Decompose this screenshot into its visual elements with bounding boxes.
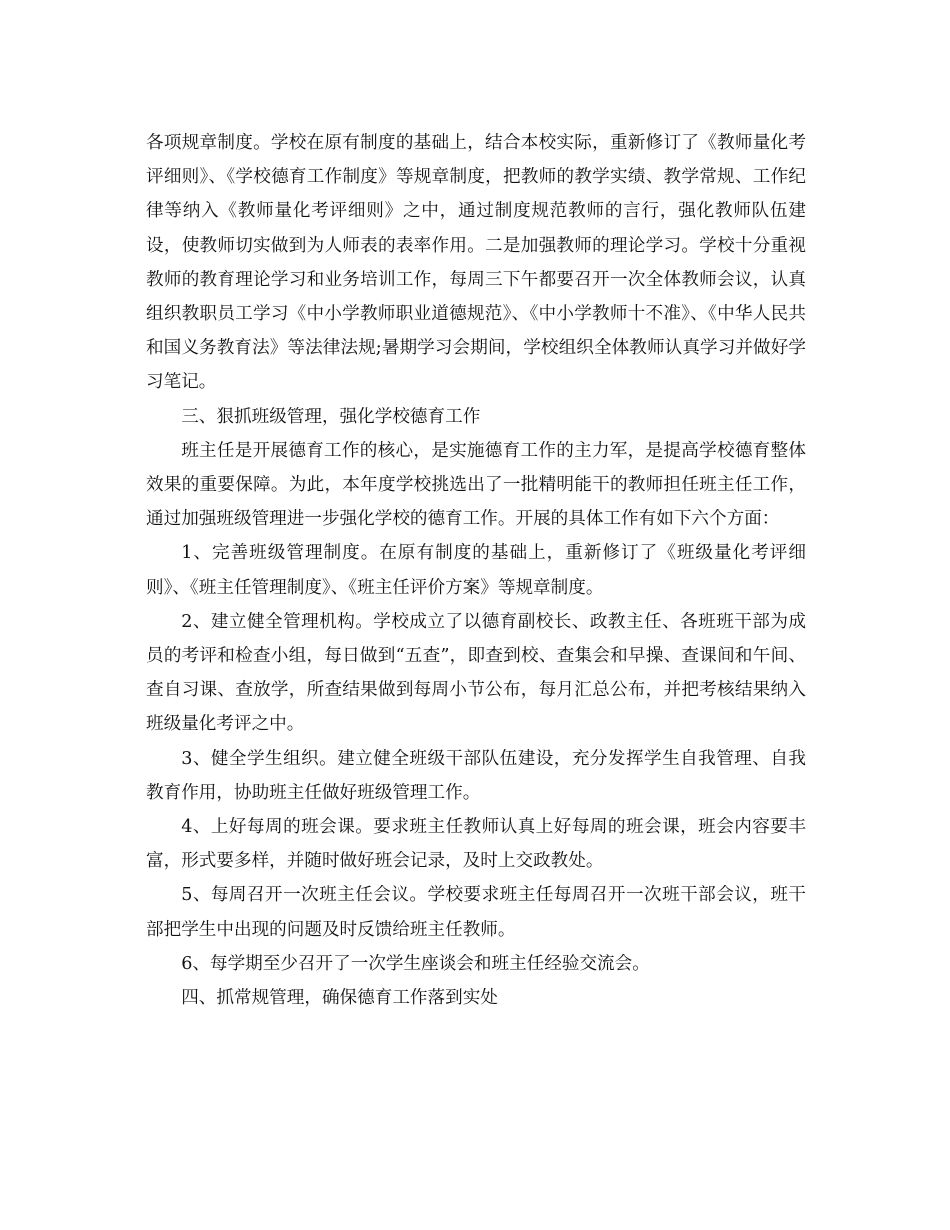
list-item-3-student-organization: 3、健全学生组织。建立健全班级干部队伍建设，充分发挥学生自我管理、自我教育作用，协助班主任做好班级管理工作。 (146, 748, 806, 803)
paragraph-rules-continued: 各项规章制度。学校在原有制度的基础上，结合本校实际，重新修订了《教师量化考评细则》、《学校德育工作制度》等规章制度，把教师的教学实绩、教学常规、工作纪律等纳入《教师量化考评细则》之中，通过制度规范教师的言行，强化教师队伍建设，使教师切实做到为人师表的表率作用。二是加强教师的理论学习。学校十分重视教师的教育理论学习和业务培训工作，每周三下午都要召开一次全体教师会议，认真组织教职员工学习《中小学教师职业道德规范》、《中小学教师十不准》、《中华人民共和国义务教育法》等法律法规;暑期学习会期间，学校组织全体教师认真学习并做好学习笔记。 (146, 133, 806, 393)
document-page (146, 126, 806, 1015)
paragraph-head-teacher-role: 班主任是开展德育工作的核心，是实施德育工作的主力军，是提高学校德育整体效果的重要保障。为此，本年度学校挑选出了一批精明能干的教师担任班主任工作，通过加强班级管理进一步强化学校的德育工作。开展的具体工作有如下六个方面： (146, 440, 806, 530)
list-item-5-head-teacher-meeting: 5、每周召开一次班主任会议。学校要求班主任每周召开一次班干部会议，班干部把学生中出现的问题及时反馈给班主任教师。 (146, 885, 806, 940)
list-item-2-management-body: 2、建立健全管理机构。学校成立了以德育副校长、政教主任、各班班干部为成员的考评和检查小组，每日做到“五查”，即查到校、查集会和早操、查课间和午间、查自习课、查放学，所查结果做到每周小节公布，每月汇总公布，并把考核结果纳入班级量化考评之中。 (146, 611, 806, 735)
section-heading-class-management: 三、狠抓班级管理，强化学校德育工作 (181, 406, 481, 427)
section-heading-routine-management: 四、抓常规管理，确保德育工作落到实处 (181, 988, 498, 1009)
list-item-1-class-rules: 1、完善班级管理制度。在原有制度的基础上，重新修订了《班级量化考评细则》、《班主任管理制度》、《班主任评价方案》等规章制度。 (146, 543, 806, 598)
list-item-6-forums: 6、每学期至少召开了一次学生座谈会和班主任经验交流会。 (181, 953, 650, 974)
list-item-4-class-meeting: 4、上好每周的班会课。要求班主任教师认真上好每周的班会课，班会内容要丰富，形式要多样，并随时做好班会记录，及时上交政教处。 (146, 817, 806, 872)
